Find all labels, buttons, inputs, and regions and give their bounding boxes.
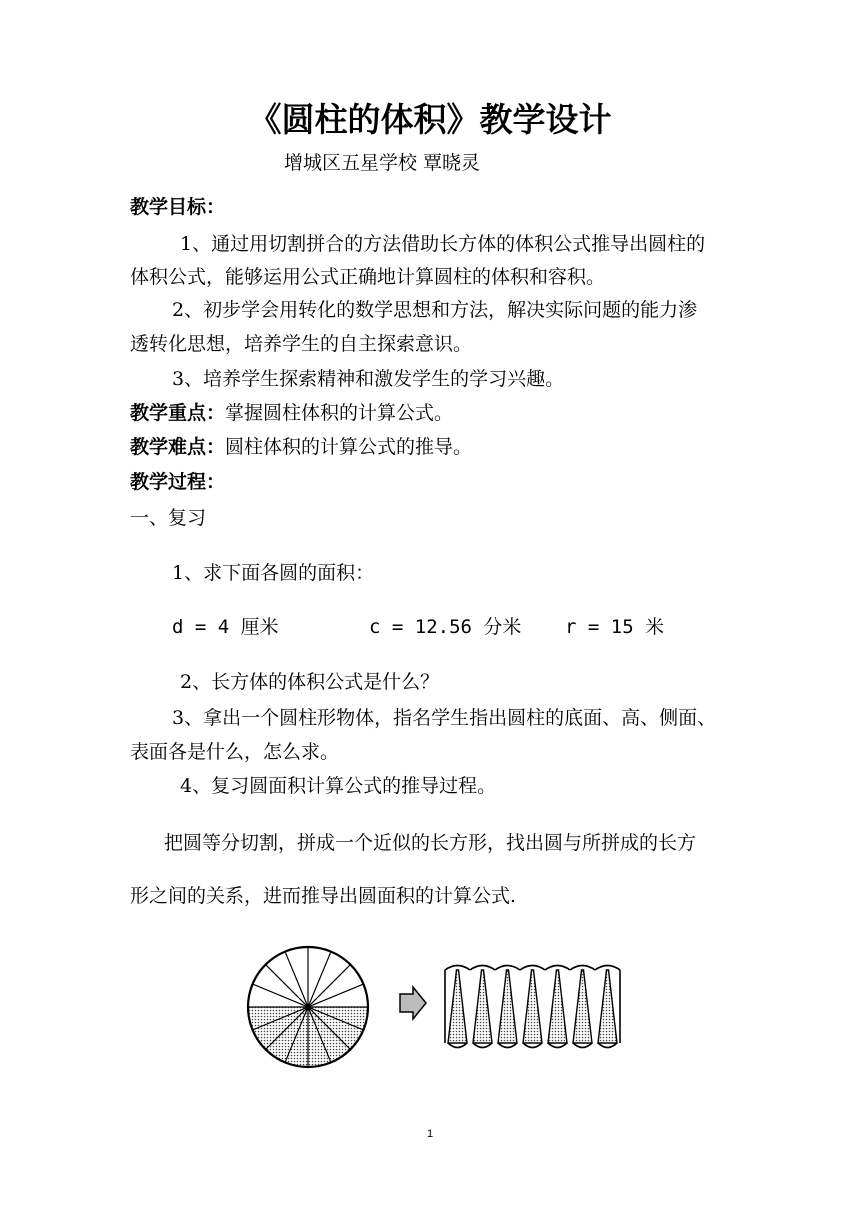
page-number: 1: [426, 1128, 434, 1140]
key-point-text: 掌握圆柱体积的计算公式。: [225, 402, 454, 424]
review-paragraph-line-1: 把圆等分切割，拼成一个近似的长方形，找出圆与所拼成的长方: [164, 832, 697, 854]
objective-3: 3、培养学生探索精神和激发学生的学习兴趣。: [172, 368, 565, 390]
objective-1-line-2: 体积公式，能够运用公式正确地计算圆柱的体积和容积。: [130, 266, 606, 288]
difficulty-text: 圆柱体积的计算公式的推导。: [225, 436, 473, 458]
circle-to-rectangle-figure: [242, 940, 652, 1075]
wedge-shaded: [573, 970, 592, 1043]
objective-2-line-1: 2、初步学会用转化的数学思想和方法，解决实际问题的能力渗: [172, 299, 698, 321]
review-value-diameter: d = 4 厘米: [172, 616, 279, 638]
review-question-4: 4、复习圆面积计算公式的推导过程。: [180, 775, 497, 797]
objective-2-line-2: 透转化思想，培养学生的自主探索意识。: [130, 333, 473, 355]
review-question-3-line-1: 3、拿出一个圆柱形物体，指名学生指出圆柱的底面、高、侧面、: [172, 707, 717, 729]
objectives-heading: 教学目标：: [130, 196, 226, 218]
review-heading: 一、复习: [130, 507, 207, 529]
objective-1-line-1: 1、通过用切割拼合的方法借助长方体的体积公式推导出圆柱的: [180, 233, 706, 255]
process-heading: 教学过程：: [130, 471, 226, 493]
review-paragraph-line-2: 形之间的关系，进而推导出圆面积的计算公式.: [130, 885, 517, 907]
author-line: 增城区五星学校 覃晓灵: [284, 152, 481, 174]
review-question-3-line-2: 表面各是什么，怎么求。: [130, 741, 340, 763]
review-question-1: 1、求下面各圆的面积：: [172, 562, 375, 584]
arrow-icon: [400, 987, 426, 1019]
wedge-shaded: [548, 970, 567, 1043]
wedge-shaded: [498, 970, 517, 1043]
wedge-shaded: [598, 970, 617, 1043]
wedge-shaded: [473, 970, 492, 1043]
rearranged-rectangle: [445, 966, 620, 1048]
key-point-label: 教学重点：: [130, 402, 226, 424]
review-question-2: 2、长方体的体积公式是什么？: [180, 671, 440, 693]
document-title: 《圆柱的体积》教学设计: [248, 100, 612, 139]
difficulty: [130, 435, 472, 459]
review-value-radius: r = 15 米: [565, 616, 665, 638]
key-point: [130, 401, 453, 425]
divided-circle: [248, 947, 368, 1067]
wedge-shaded: [523, 970, 542, 1043]
review-value-circumference: c = 12.56 分米: [369, 616, 522, 638]
wedge-shaded: [448, 970, 467, 1043]
difficulty-label: 教学难点：: [130, 436, 226, 458]
